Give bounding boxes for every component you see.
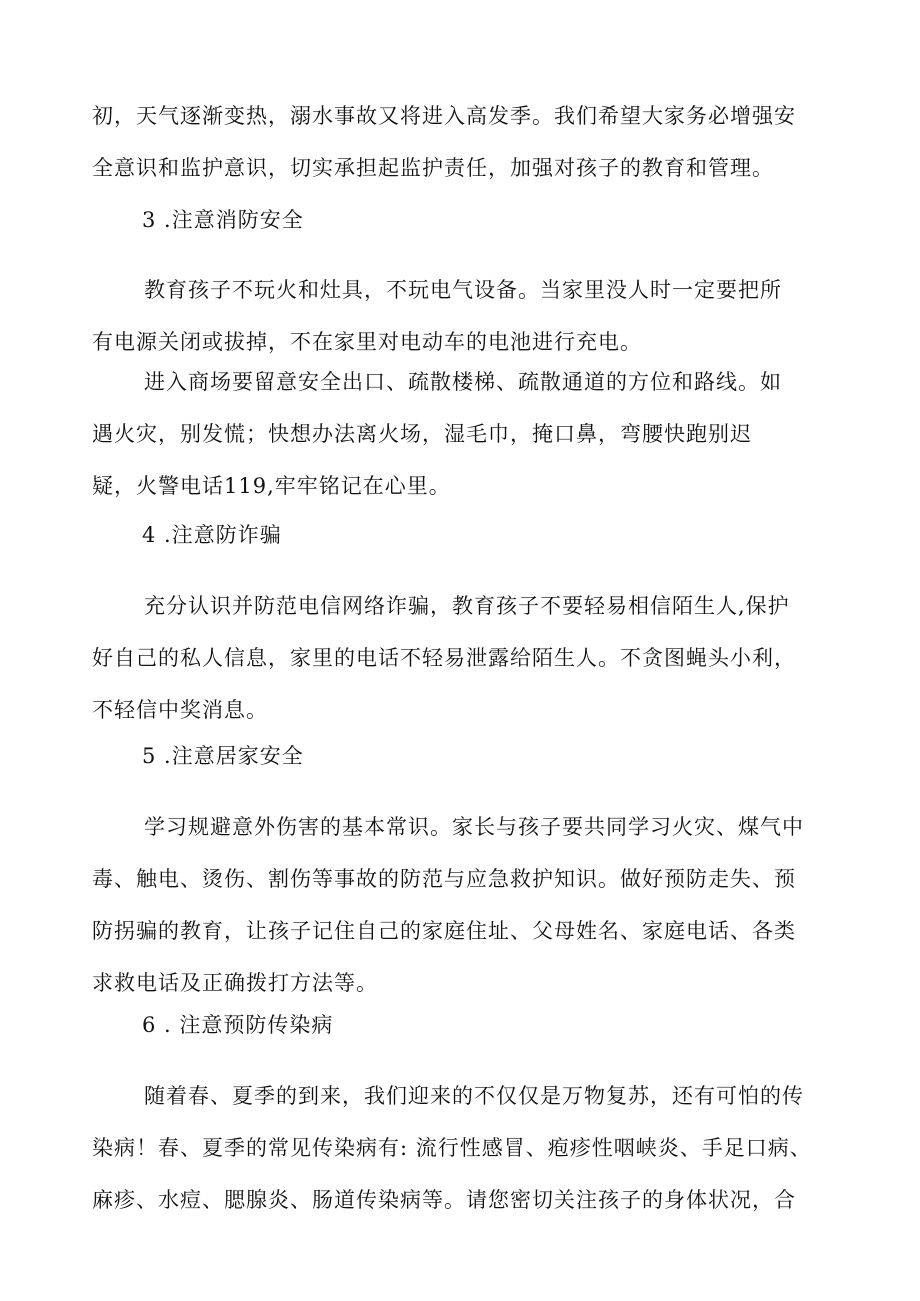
text-line: 疑，火警电话119,牢牢铭记在心里。	[92, 474, 451, 498]
text-line: 防拐骗的教育，让孩子记住自己的家庭住址、父母姓名、家庭电话、各类	[92, 919, 796, 943]
section-heading-anti-fraud: 4 .注意防诈骗	[142, 523, 282, 547]
text-line: 学习规避意外伤害的基本常识。家长与孩子要共同学习火灾、煤气中	[144, 815, 804, 839]
text-line: 求救电话及正确拨打方法等。	[92, 971, 378, 995]
text-line: 充分认识并防范电信网络诈骗，教育孩子不要轻易相信陌生人,保护	[144, 594, 790, 618]
text-line: 麻疹、水痘、腮腺炎、肠道传染病等。请您密切关注孩子的身体状况，合	[92, 1188, 796, 1212]
text-line: 随着春、夏季的到来，我们迎来的不仅仅是万物复苏，还有可怕的传	[144, 1084, 804, 1108]
text-line: 不轻信中奖消息。	[92, 698, 268, 722]
text-line: 进入商场要留意安全出口、疏散楼梯、疏散通道的方位和路线。如	[144, 370, 782, 394]
text-line: 染病！春、夏季的常见传染病有: 流行性感冒、疱疹性咽峡炎、手足口病、	[92, 1136, 812, 1160]
section-heading-home-safety: 5 .注意居家安全	[142, 744, 304, 768]
paragraph-home-safety	[92, 801, 832, 1009]
paragraph-fire-2	[92, 356, 832, 512]
text-line: 有电源关闭或拔掉，不在家里对电动车的电池进行充电。	[92, 330, 642, 354]
section-heading-fire-safety: 3 .注意消防安全	[142, 208, 304, 232]
section-heading-disease-prevention: 6 . 注意预防传染病	[142, 1013, 334, 1037]
text-line: 初，天气逐渐变热，溺水事故又将进入高发季。我们希望大家务必增强安	[92, 104, 796, 128]
text-line: 好自己的私人信息，家里的电话不轻易泄露给陌生人。不贪图蝇头小利，	[92, 646, 796, 670]
text-line: 教育孩子不玩火和灶具，不玩电气设备。当家里没人时一定要把所	[144, 278, 782, 302]
paragraph-disease	[92, 1070, 832, 1226]
paragraph-fire-1	[92, 264, 832, 368]
text-line: 毒、触电、烫伤、割伤等事故的防范与应急救护知识。做好预防走失、预	[92, 867, 796, 891]
paragraph-fraud	[92, 580, 832, 736]
paragraph-intro	[92, 90, 832, 194]
text-line: 全意识和监护意识，切实承担起监护责任，加强对孩子的教育和管理。	[92, 156, 774, 180]
text-line: 遇火灾，别发慌；快想办法离火场，湿毛巾，掩口鼻，弯腰快跑别迟	[92, 422, 752, 446]
